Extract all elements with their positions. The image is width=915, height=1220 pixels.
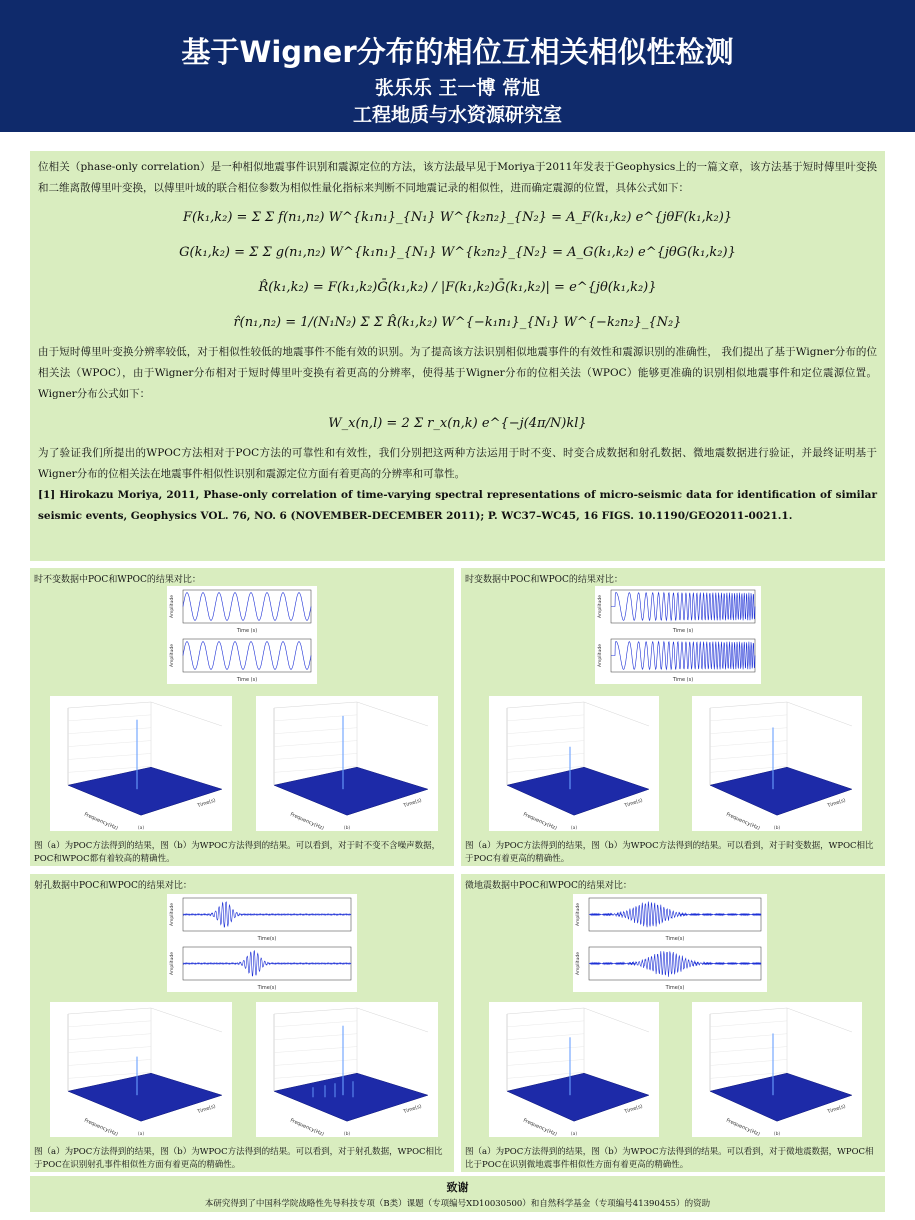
waveform-line [183,642,311,670]
panel-title: 时变数据中POC和WPOC的结果对比： [465,575,623,585]
x-axis-label: Time(s) [665,985,685,991]
x-axis-label: Time (s) [236,677,258,683]
x-axis-label: Time(s) [257,936,277,942]
waveform-line [183,593,311,621]
y-axis-label: Amplitude [170,902,175,927]
panel-title: 微地震数据中POC和WPOC的结果对比： [465,881,632,891]
intro-paragraph-3: 为了验证我们所提出的WPOC方法相对于POC方法的可靠性和有效性，我们分别把这两种方法运用于时不变、时变合成数据和射孔数据、微地震数据进行验证，并最终证明基于Wigner分布的位相关法在地震事件相似性识别和震源定位方面有着更高的分辨率和可靠性。 [38,447,877,480]
frequency-axis-label: Frequency(Hz) [522,1117,558,1137]
panel-caption: 图（a）为POC方法得到的结果，图（b）为WPOC方法得到的结果。可以看到，对于时不变不含噪声数据，POC和WPOC都有着较高的精确性。 [34,841,441,864]
surface-plot-b [692,696,862,831]
time-axis-label: Time(s) [826,1103,847,1116]
waveform-plot [595,586,761,684]
y-axis-label: Amplitude [170,951,175,976]
poster-authors: 张乐乐 王一博 常旭 [374,77,541,99]
waveform-line [589,902,761,928]
subfigure-label: (b) [343,826,351,831]
waveform-plot [167,586,317,684]
subfigure-label: (a) [137,826,145,831]
time-axis-label: Time(s) [402,1103,423,1116]
waveform-line [183,902,351,927]
x-axis-label: Time(s) [257,985,277,991]
formula-G: G(k₁,k₂) = Σ Σ g(n₁,n₂) W^{k₁n₁}_{N₁} W^{k₂n₂}_{N₂} = A_G(k₁,k₂) e^{jθG(k₁,k₂)} [179,245,736,260]
time-axis-label: Time(s) [623,797,644,810]
x-axis-label: Time (s) [672,628,694,634]
surface-plot-a [50,1002,232,1137]
surface-plot-b [256,696,438,831]
poster-header [0,0,915,132]
panel-time-invariant [30,568,454,866]
surface-plot-b [692,1002,862,1137]
subfigure-label: (a) [570,826,578,831]
intro-paragraph-2: 由于短时傅里叶变换分辨率较低，对于相似性较低的地震事件不能有效的识别。为了提高该方法识别相似地震事件的有效性和震源识别的准确性， 我们提出了基于Wigner分布的位相关法（WPOC），由于Wigner分布相对于短时傅里叶变换有着更高的分辨率，使得基于Wigner分布的位相关法（WPOC）能够更准确的识别相似地震事件和定位震源位置。Wigner分布公式如下： [38,346,877,400]
panel-caption: 图（a）为POC方法得到的结果，图（b）为WPOC方法得到的结果。可以看到，对于时变数据，WPOC相比于POC有着更高的精确性。 [465,841,874,864]
panel-title: 射孔数据中POC和WPOC的结果对比： [34,881,192,891]
frequency-axis-label: Frequency(Hz) [289,811,325,831]
subfigure-label: (a) [570,1132,578,1137]
y-axis-label: Amplitude [598,594,603,619]
formula-r: r̂(n₁,n₂) = 1/(N₁N₂) Σ Σ R̂(k₁,k₂) W^{−k₁n₁}_{N₁} W^{−k₂n₂}_{N₂} [233,315,682,330]
y-axis-label: Amplitude [170,643,175,668]
time-axis-label: Time(s) [826,797,847,810]
surface-plot-a [489,696,659,831]
subfigure-label: (a) [137,1132,145,1137]
poster-lab: 工程地质与水资源研究室 [352,104,562,126]
reference: [1] Hirokazu Moriya, 2011, Phase-only correlation of time-varying spectral representations of micro-seismic data for identification of similar seismic events, Geophysics VOL. 76, NO. 6 (NOVEMBER-DECEMBER 2011); P. WC37–WC45, 16 FIGS. 10.1190/GEO2011-0021.1. [38,489,877,522]
panel-title: 时不变数据中POC和WPOC的结果对比： [34,575,201,585]
subfigure-label: (b) [773,1132,781,1137]
time-axis-label: Time(s) [623,1103,644,1116]
y-axis-label: Amplitude [576,902,581,927]
waveform-line [611,593,755,621]
intro-paragraph-1: 位相关（phase-only correlation）是一种相似地震事件识别和震源定位的方法，该方法最早见于Moriya于2011年发表于Geophysics上的一篇文章，该方法基于短时傅里叶变换和二维离散傅里叶变换，以傅里叶域的联合相位参数为相似性量化指标来判断不同地震记录的相似性，进而确定震源的位置，具体公式如下： [38,161,877,194]
panel-caption: 图（a）为POC方法得到的结果，图（b）为WPOC方法得到的结果。可以看到，对于微地震数据，WPOC相比于POC在识别微地震事件相似性方面有着更高的精确性。 [465,1147,874,1170]
subfigure-label: (b) [343,1132,351,1137]
waveform-line [611,642,755,670]
ack-text: 本研究得到了中国科学院战略性先导科技专项（B类）课题（专项编号XD10030500）和自然科学基金（专项编号41390455）的资助 [204,1199,711,1209]
x-axis-label: Time (s) [672,677,694,683]
poster-title: 基于Wigner分布的相位互相关相似性检测 [181,35,734,69]
waveform-line [183,951,351,976]
frequency-axis-label: Frequency(Hz) [83,1117,119,1137]
frequency-axis-label: Frequency(Hz) [83,811,119,831]
subfigure-label: (b) [773,826,781,831]
x-axis-label: Time(s) [665,936,685,942]
time-axis-label: Time(s) [196,797,217,810]
waveform-plot [167,894,357,992]
frequency-axis-label: Frequency(Hz) [725,811,761,831]
time-axis-label: Time(s) [196,1103,217,1116]
x-axis-label: Time (s) [236,628,258,634]
panel-perforation [30,874,454,1172]
panel-microseismic [461,874,885,1172]
intro-section [30,151,885,561]
frequency-axis-label: Frequency(Hz) [289,1117,325,1137]
panel-caption: 图（a）为POC方法得到的结果，图（b）为WPOC方法得到的结果。可以看到，对于射孔数据，WPOC相比于POC在识别射孔事件相似性方面有着更高的精确性。 [34,1147,443,1170]
waveform-plot [573,894,767,992]
surface-plot-a [50,696,232,831]
formula-F: F(k₁,k₂) = Σ Σ f(n₁,n₂) W^{k₁n₁}_{N₁} W^{k₂n₂}_{N₂} = A_F(k₁,k₂) e^{jθF(k₁,k₂)} [182,210,733,225]
formula-R: R̂(k₁,k₂) = F(k₁,k₂)Ḡ(k₁,k₂) / |F(k₁,k₂)Ḡ(k₁,k₂)| = e^{jθ(k₁,k₂)} [258,280,657,295]
formula-wigner: W_x(n,l) = 2 Σ r_x(n,k) e^{−j(4π/N)kl} [328,416,587,431]
waveform-line [589,951,761,977]
surface-plot-b [256,1002,438,1137]
acknowledgement [30,1176,885,1212]
time-axis-label: Time(s) [402,797,423,810]
frequency-axis-label: Frequency(Hz) [725,1117,761,1137]
ack-heading: 致谢 [446,1181,469,1194]
y-axis-label: Amplitude [170,594,175,619]
y-axis-label: Amplitude [598,643,603,668]
surface-plot-a [489,1002,659,1137]
panel-time-variant [461,568,885,866]
frequency-axis-label: Frequency(Hz) [522,811,558,831]
y-axis-label: Amplitude [576,951,581,976]
